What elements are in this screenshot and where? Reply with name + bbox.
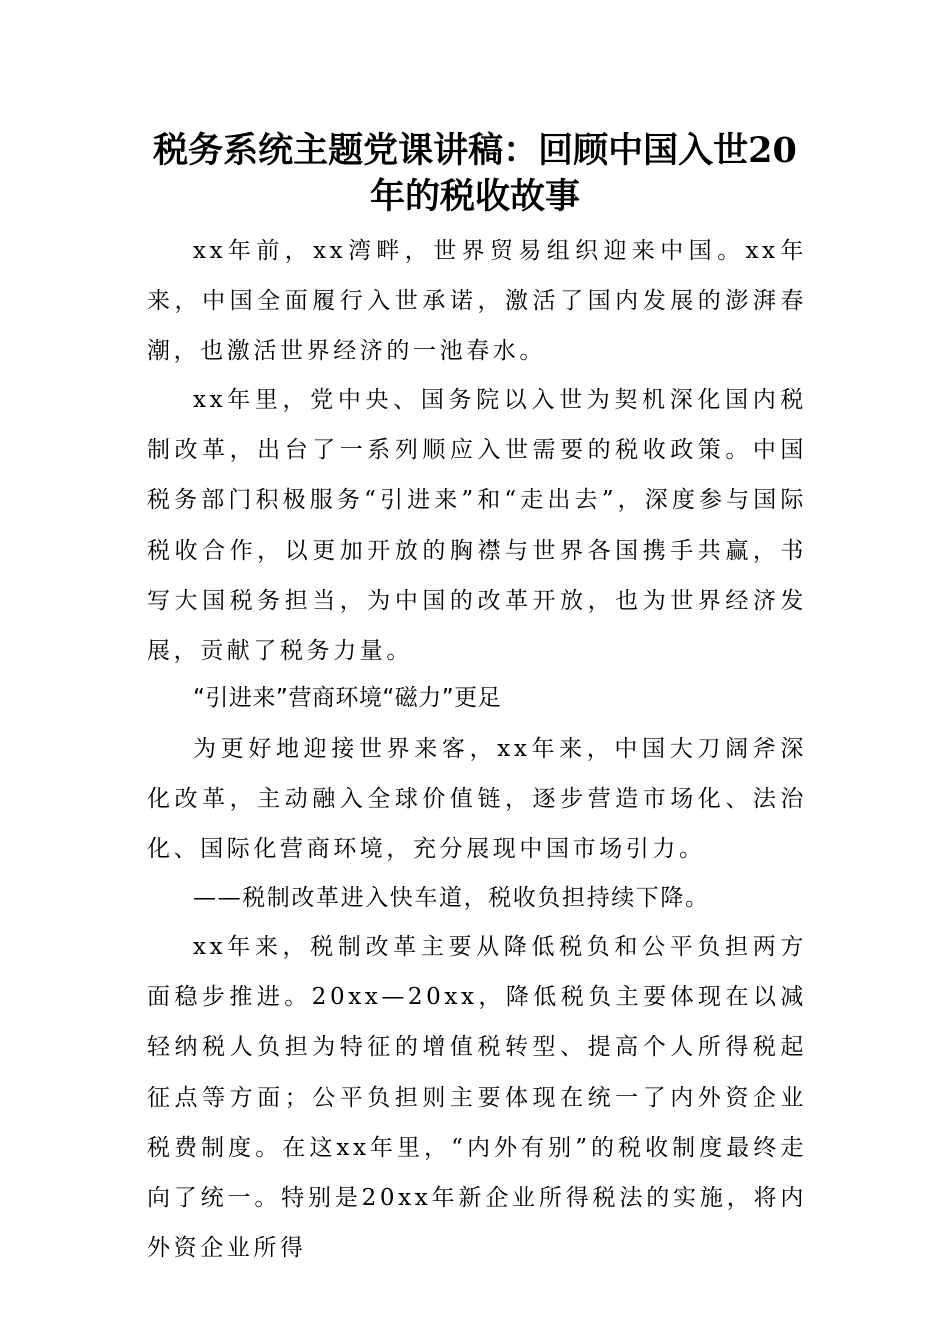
document-title-line-2: 年的税收故事 <box>369 176 580 217</box>
paragraph-business-environment: 为更好地迎接世界来客，xx年来，中国大刀阔斧深化改革，主动融入全球价值链，逐步营造市场化、法治化、国际化营商环境，充分展现中国市场引力。 <box>147 736 807 863</box>
document-title-line-1: 税务系统主题党课讲稿：回顾中国入世20 <box>153 130 797 171</box>
paragraph-tax-reform: xx年里，党中央、国务院以入世为契机深化国内税制改革，出台了一系列顺应入世需要的税收政策。中国税务部门积极服务“引进来”和“走出去”，深度参与国际税收合作，以更加开放的胸襟与世界各国携手共赢，书写大国税务担当，为中国的改革开放，也为世界经济发展，贡献了税务力量。 <box>147 387 807 665</box>
paragraph-tax-burden-point: ——税制改革进入快车道，税收负担持续下降。 <box>193 885 710 911</box>
section-subheading: “引进来”营商环境“磁力”更足 <box>193 685 502 711</box>
paragraph-intro: xx年前，xx湾畔，世界贸易组织迎来中国。xx年来，中国全面履行入世承诺，激活了国内发展的澎湃春潮，也激活世界经济的一池春水。 <box>147 238 807 365</box>
paragraph-tax-reform-details: xx年来，税制改革主要从降低税负和公平负担两方面稳步推进。20xx—20xx，降低税负主要体现在以减轻纳税人负担为特征的增值税转型、提高个人所得税起征点等方面；公平负担则主要体现在统一了内外资企业税费制度。在这xx年里，“内外有别”的税收制度最终走向了统一。特别是20xx年新企业所得税法的实施，将内外资企业所得 <box>147 934 807 1262</box>
